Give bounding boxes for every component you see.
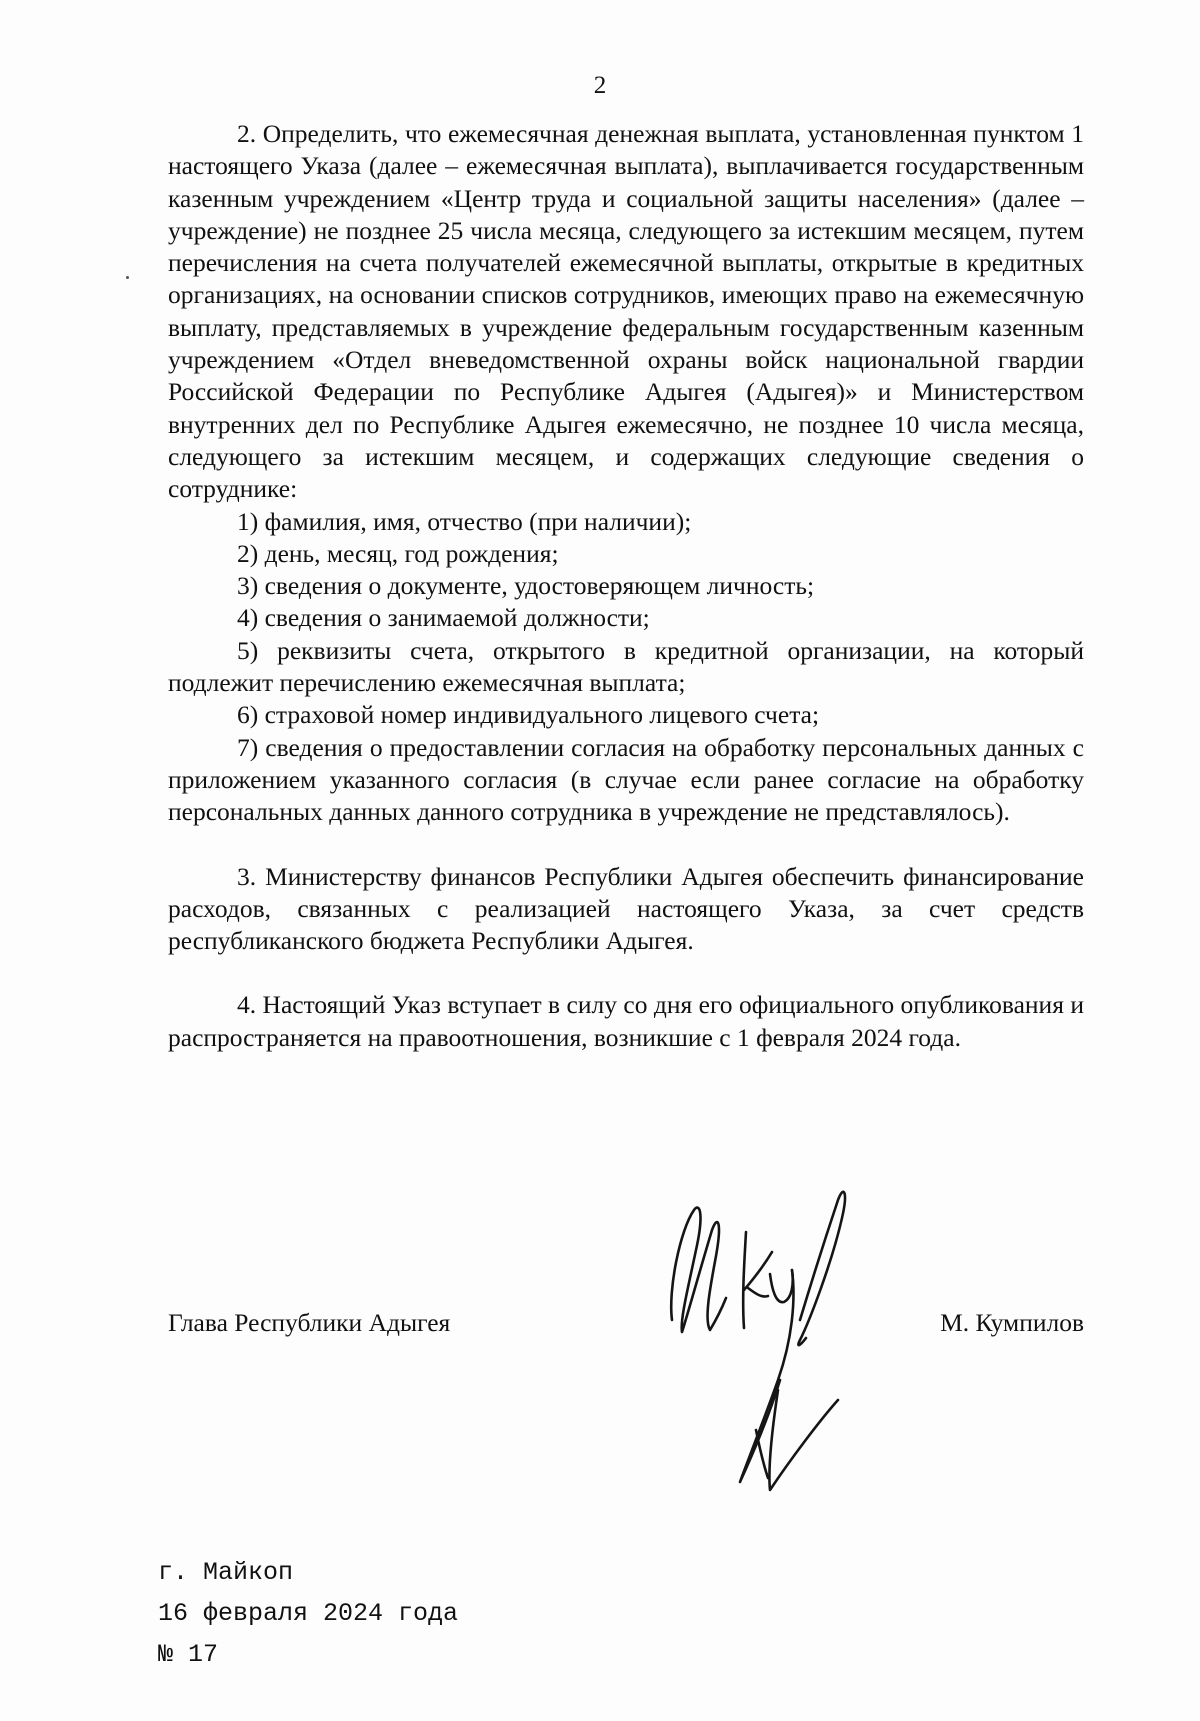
paragraph-4: 4. Настоящий Указ вступает в силу со дня его официального опубликования и распространяется на правоотношения, возникшие с 1 февраля 2024 года. (168, 990, 1084, 1052)
paragraph-2-intro: 2. Определить, что ежемесячная денежная выплата, установленная пунктом 1 настоящего Указа (далее – ежемесячная выплата), выплачивается государственным казенным учреждением «Центр труда и социальной защиты населения» (далее – учреждение) не позднее 25 числа месяца, следующего за истекшим месяцем, путем перечисления на счета получателей ежемесячной выплаты, открытые в кредитных организациях, на основании списков сотрудников, имеющих право на ежемесячную выплату, представляемых в учреждение федеральным государственным казенным учреждением «Отдел вневедомственной охраны войск национальной гвардии Российской Федерации по Республике Адыгея (Адыгея)» и Министерством внутренних дел по Республике Адыгея ежемесячно, не позднее 10 числа месяца, следующего за истекшим месяцем, и содержащих следующие сведения о сотруднике: (168, 119, 1084, 504)
signatory-name: М. Кумпилов (940, 1308, 1084, 1337)
list-item: 1) фамилия, имя, отчество (при наличии); (237, 506, 692, 536)
footer-date: 16 февраля 2024 года (158, 1599, 459, 1628)
list-item: 5) реквизиты счета, открытого в кредитной организации, на который подлежит перечислению ежемесячная выплата; (168, 635, 1084, 698)
handwritten-signature (660, 1170, 900, 1500)
paragraph-spacer (168, 957, 1084, 989)
scan-speck (126, 276, 129, 279)
paragraph-spacer (168, 829, 1084, 861)
list-item: 6) страховой номер индивидуального лицевого счета; (237, 700, 820, 730)
paragraph-3: 3. Министерству финансов Республики Адыгея обеспечить финансирование расходов, связанных с реализацией настоящего Указа, за счет средств республиканского бюджета Республики Адыгея. (168, 861, 1084, 956)
list-item: 2) день, месяц, год рождения; (237, 538, 559, 568)
signatory-title: Глава Республики Адыгея (168, 1308, 451, 1337)
decree-footer (158, 1552, 458, 1675)
list-item: 7) сведения о предоставлении согласия на обработку персональных данных с приложением указанного согласия (в случае если ранее согласие на обработку персональных данных данного сотрудника в учреждение не представлялось). (168, 732, 1084, 827)
page-number: 2 (593, 72, 607, 99)
footer-city: г. Майкоп (158, 1558, 294, 1587)
decree-body (168, 118, 1084, 1054)
list-item: 4) сведения о занимаемой должности; (237, 603, 650, 633)
list-item: 3) сведения о документе, удостоверяющем личность; (237, 571, 815, 601)
footer-number: № 17 (158, 1640, 219, 1669)
